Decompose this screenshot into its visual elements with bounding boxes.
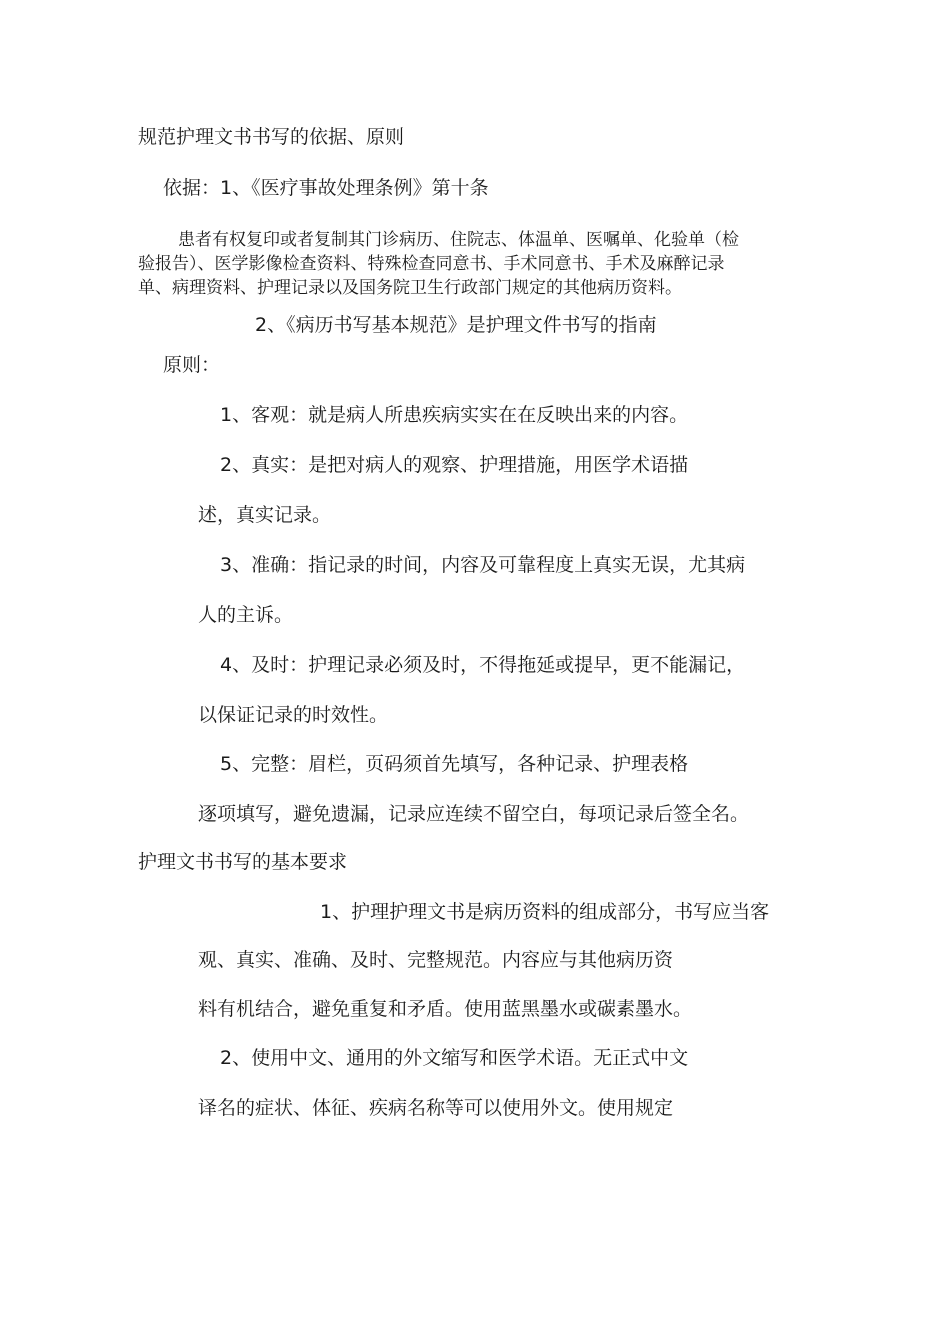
principle-2-line-1: 2、真实：是把对病人的观察、护理措施，用医学术语描 xyxy=(220,454,689,476)
principle-5-line-1: 5、完整：眉栏，页码须首先填写，各种记录、护理表格 xyxy=(220,753,689,775)
requirement-1-line-1: 1、护理护理文书是病历资料的组成部分，书写应当客 xyxy=(320,901,770,923)
basis-paragraph-line-2: 验报告）、医学影像检查资料、特殊检查同意书、手术同意书、手术及麻醉记录 xyxy=(138,254,725,274)
basis-heading: 依据：1、《医疗事故处理条例》第十条 xyxy=(163,177,489,199)
principle-2-line-2: 述，真实记录。 xyxy=(198,504,332,526)
basis-paragraph-line-3: 单、病理资料、护理记录以及国务院卫生行政部门规定的其他病历资料。 xyxy=(138,278,682,298)
requirement-2-line-1: 2、使用中文、通用的外文缩写和医学术语。无正式中文 xyxy=(220,1047,689,1069)
principle-3-line-2: 人的主诉。 xyxy=(198,604,294,626)
principle-3-line-1: 3、准确：指记录的时间，内容及可靠程度上真实无误，尤其病 xyxy=(220,554,746,576)
principle-5-line-2: 逐项填写，避免遗漏，记录应连续不留空白，每项记录后签全名。 xyxy=(198,803,750,825)
basis-item-2: 2、《病历书写基本规范》是护理文件书写的指南 xyxy=(255,314,657,336)
requirement-2-line-2: 译名的症状、体征、疾病名称等可以使用外文。使用规定 xyxy=(198,1097,674,1119)
principles-heading: 原则： xyxy=(163,354,221,376)
principle-4-line-1: 4、及时：护理记录必须及时，不得拖延或提早，更不能漏记， xyxy=(220,654,746,676)
basis-paragraph-line-1: 患者有权复印或者复制其门诊病历、住院志、体温单、医嘱单、化验单（检 xyxy=(178,230,739,250)
requirements-heading: 护理文书书写的基本要求 xyxy=(138,851,348,873)
requirement-1-line-2: 观、真实、准确、及时、完整规范。内容应与其他病历资 xyxy=(198,949,674,971)
principle-1: 1、客观：就是病人所患疾病实实在在反映出来的内容。 xyxy=(220,404,689,426)
principle-4-line-2: 以保证记录的时效性。 xyxy=(198,704,389,726)
requirement-1-line-3: 料有机结合，避免重复和矛盾。使用蓝黑墨水或碳素墨水。 xyxy=(198,998,693,1020)
document-title: 规范护理文书书写的依据、原则 xyxy=(138,126,405,148)
